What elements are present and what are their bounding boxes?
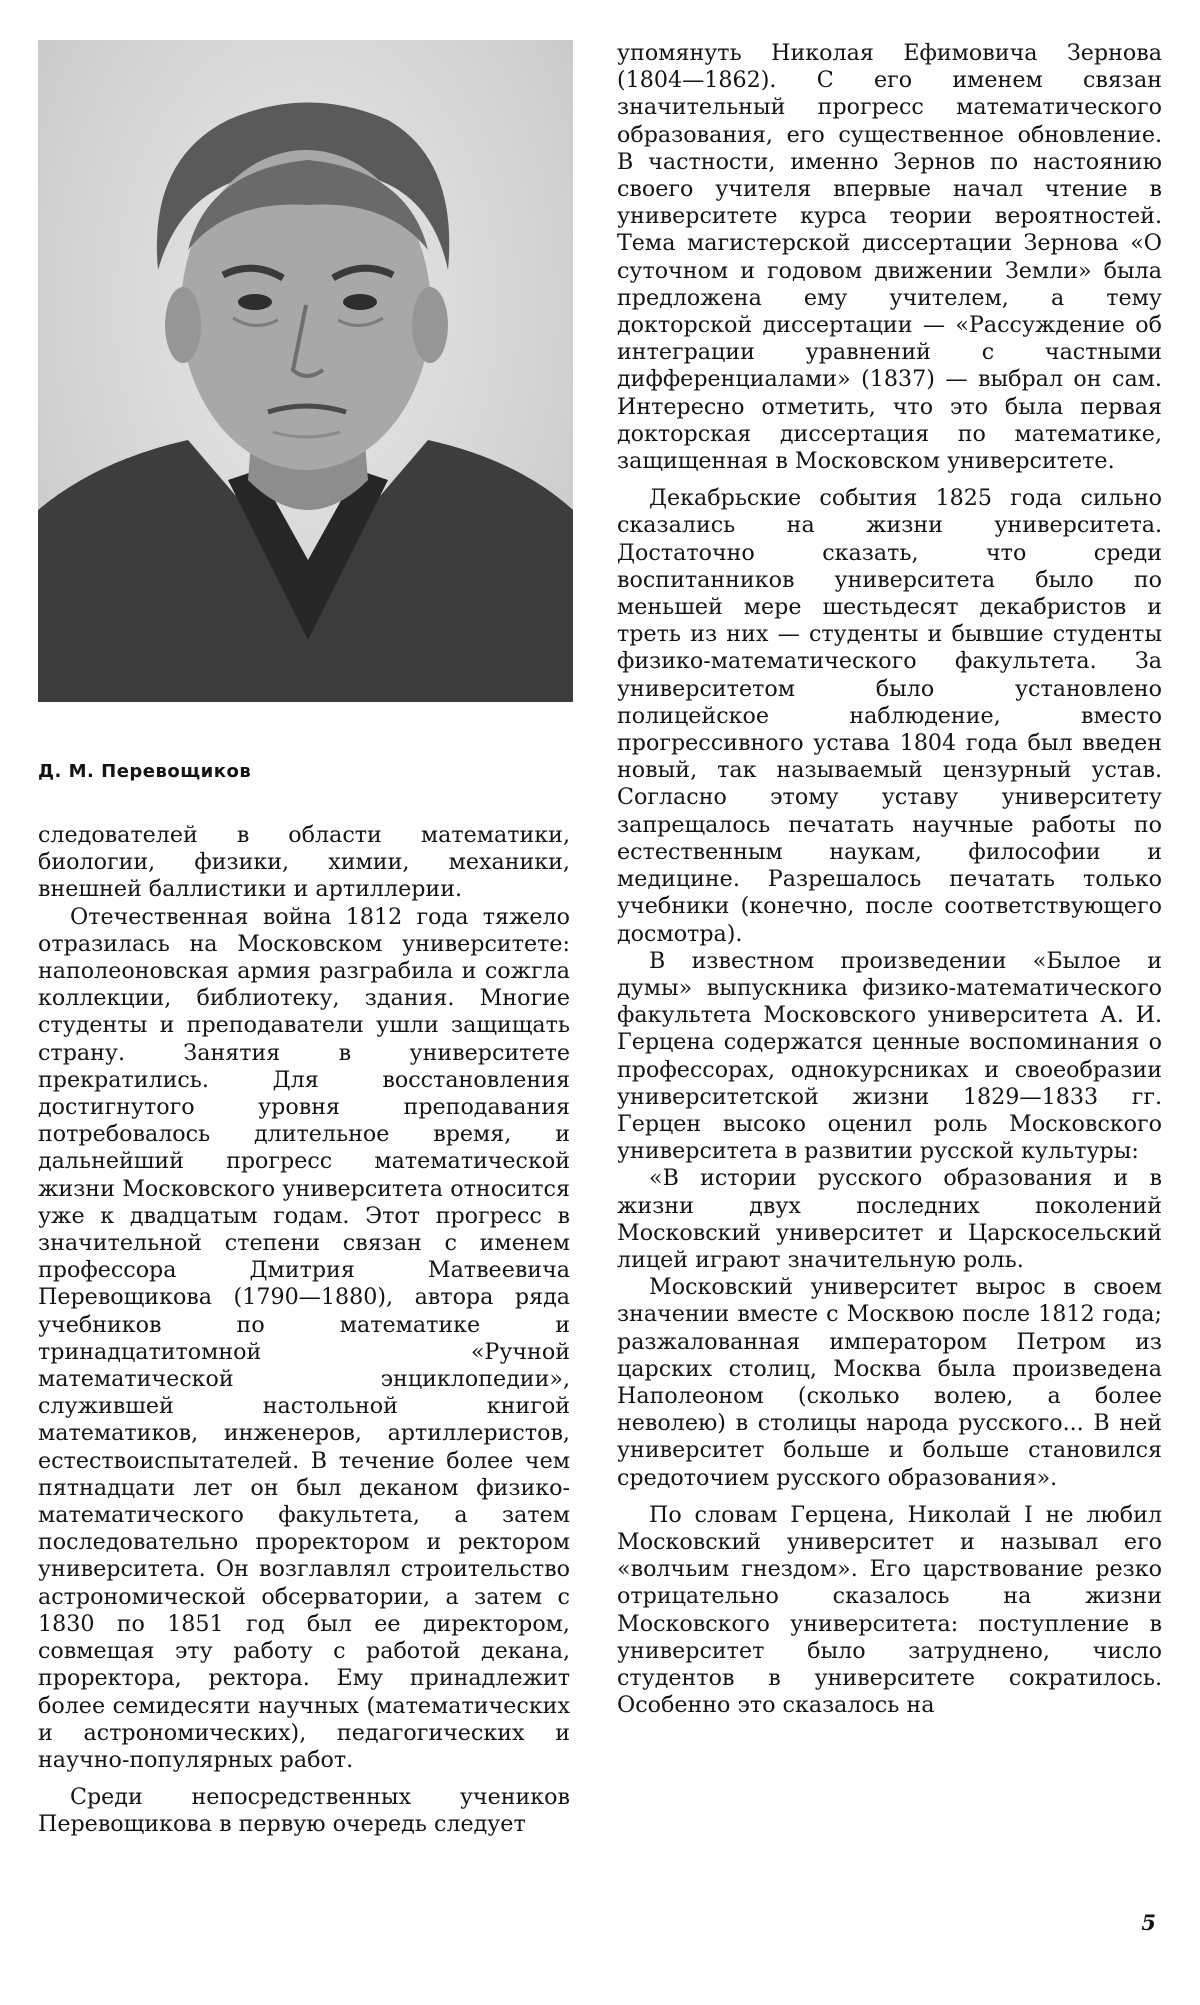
paragraph: Декабрьские события 1825 года сильно сказались на жизни университета. Достаточно сказать, что среди воспитанников университета было по меньшей мере шестьдесят декабристов и треть из них — студенты и бывшие студенты физико-математического факультета. За университетом было установлено полицейское наблюдение, вместо прогрессивного устава 1804 года был введен новый, так называемый цензурный устав. Согласно этому уставу университету запрещалось печатать научные работы по естественным наукам, философии и медицине. Разрешалось печатать только учебники (конечно, после соответствующего досмотра).: [617, 485, 1162, 947]
quote-paragraph: Московский университет вырос в своем значении вместе с Москвою после 1812 года; разжалованная императором Петром из царских столиц, Москва была произведена Наполеоном (сколько волею, а более неволею) в столицы народа русского... В ней университет больше и больше становился средоточием русского образования».: [617, 1274, 1162, 1491]
portrait-illustration: [38, 40, 573, 702]
left-column: [38, 822, 570, 1839]
paragraph: По словам Герцена, Николай I не любил Московский университет и называл его «волчьим гнездом». Его царствование резко отрицательно сказалось на жизни Московского университета: поступление в университет было затруднено, число студентов в университете сократилось. Особенно это сказалось на: [617, 1501, 1162, 1719]
paragraph: следователей в области математики, биологии, физики, химии, механики, внешней баллистики и артиллерии.: [38, 822, 570, 903]
paragraph: упомянуть Николая Ефимовича Зернова (1804—1862). С его именем связан значительный прогресс математического образования, его существенное обновление. В частности, именно Зернов по настоянию своего учителя впервые начал чтение в университете курса теории вероятностей. Тема магистерской диссертации Зернова «О суточном и годовом движении Земли» была предложена ему учителем, а тему докторской диссертации — «Рассуждение об интеграции уравнений с частными дифференциалами» (1837) — выбрал он сам. Интересно отметить, что это была первая докторская диссертация по математике, защищенная в Московском университете.: [617, 40, 1162, 475]
paragraph: В известном произведении «Былое и думы» выпускника физико-математического факультета Московского университета А. И. Герцена содержатся ценные воспоминания о профессорах, однокурсниках и своеобразии университетской жизни 1829—1833 гг. Герцен высоко оценил роль Московского университета в развитии русской культуры:: [617, 947, 1162, 1165]
paragraph: Среди непосредственных учеников Перевощикова в первую очередь следует: [38, 1784, 570, 1838]
portrait-photo: [38, 40, 573, 702]
right-column: [617, 40, 1162, 1719]
photo-caption: Д. М. Перевощиков: [38, 761, 252, 782]
paragraph: Отечественная война 1812 года тяжело отразилась на Московском университете: наполеоновская армия разграбила и сожгла коллекции, библиотеку, здания. Многие студенты и преподаватели ушли защищать страну. Занятия в университете прекратились. Для восстановления достигнутого уровня преподавания потребовалось длительное время, и дальнейший прогресс математической жизни Московского университета относится уже к двадцатым годам. Этот прогресс в значительной степени связан с именем профессора Дмитрия Матвеевича Перевощикова (1790—1880), автора ряда учебников по математике и тринадцатитомной «Ручной математической энциклопедии», служившей настольной книгой математиков, инженеров, артиллеристов, естествоиспытателей. В течение более чем пятнадцати лет он был деканом физико-математического факультета, а затем последовательно проректором и ректором университета. Он возглавлял строительство астрономической обсерватории, а затем с 1830 по 1851 год был ее директором, совмещая эту работу с работой декана, проректора, ректора. Ему принадлежит более семидесяти научных (математических и астрономических), педагогических и научно-популярных работ.: [38, 903, 570, 1773]
page-number: 5: [1141, 1910, 1156, 1935]
quote-paragraph: «В истории русского образования и в жизни двух последних поколений Московский университет и Царскосельский лицей играют значительную роль.: [617, 1165, 1162, 1273]
